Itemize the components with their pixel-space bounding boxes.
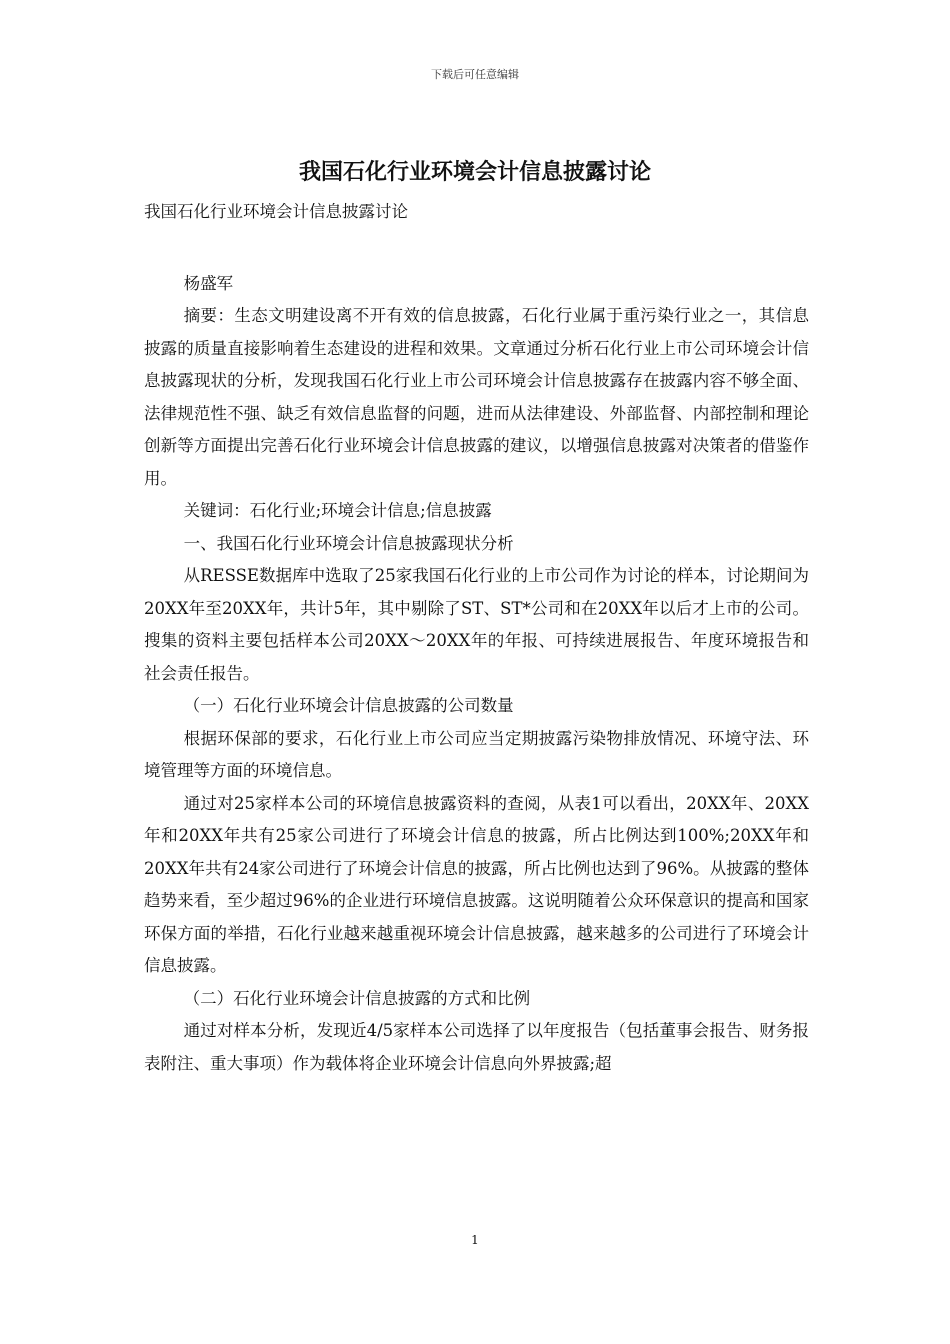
- blank-line: [144, 229, 809, 268]
- author-name: 杨盛军: [183, 273, 234, 293]
- page-header-note: 下载后可任意编辑: [431, 68, 519, 81]
- body-paragraph-4: 通过对样本分析，发现近4/5家样本公司选择了以年度报告（包括董事会报告、财务报表附注、重大事项）作为载体将企业环境会计信息向外界披露;超: [144, 1021, 809, 1073]
- abstract-paragraph: 摘要：生态文明建设离不开有效的信息披露，石化行业属于重污染行业之一，其信息披露的质量直接影响着生态建设的进程和效果。文章通过分析石化行业上市公司环境会计信息披露现状的分析，发现我国石化行业上市公司环境会计信息披露存在披露内容不够全面、法律规范性不强、缺乏有效信息监督的问题，进而从法律建设、外部监督、内部控制和理论创新等方面提出完善石化行业环境会计信息披露的建议，以增强信息披露对决策者的借鉴作用。: [144, 306, 809, 488]
- subsection-heading-2: （二）石化行业环境会计信息披露的方式和比例: [183, 988, 531, 1008]
- page-number: 1: [471, 1233, 479, 1247]
- section-heading-1: 一、我国石化行业环境会计信息披露现状分析: [183, 533, 514, 553]
- body-paragraph-2: 根据环保部的要求，石化行业上市公司应当定期披露污染物排放情况、环境守法、环境管理等方面的环境信息。: [144, 728, 809, 780]
- document-body: [144, 196, 809, 1080]
- keywords-line: 关键词：石化行业;环境会计信息;信息披露: [183, 501, 492, 520]
- document-title: 我国石化行业环境会计信息披露讨论: [298, 159, 651, 185]
- body-paragraph-1: 从RESSE数据库中选取了25家我国石化行业的上市公司作为讨论的样本，讨论期间为20XX年至20XX年，共计5年，其中剔除了ST、ST*公司和在20XX年以后才上市的公司。搜集的资料主要包括样本公司20XX～20XX年的年报、可持续进展报告、年度环境报告和社会责任报告。: [144, 566, 809, 683]
- document-subtitle: 我国石化行业环境会计信息披露讨论: [144, 202, 408, 221]
- subsection-heading-1: （一）石化行业环境会计信息披露的公司数量: [183, 696, 514, 715]
- body-paragraph-3: 通过对25家样本公司的环境信息披露资料的查阅，从表1可以看出，20XX年、20XX年和20XX年共有25家公司进行了环境会计信息的披露，所占比例达到100%;20XX年和20XX年共有24家公司进行了环境会计信息的披露，所占比例也达到了96%。从披露的整体趋势来看，至少超过96%的企业进行环境信息披露。这说明随着公众环保意识的提高和国家环保方面的举措，石化行业越来越重视环境会计信息披露，越来越多的公司进行了环境会计信息披露。: [144, 793, 809, 975]
